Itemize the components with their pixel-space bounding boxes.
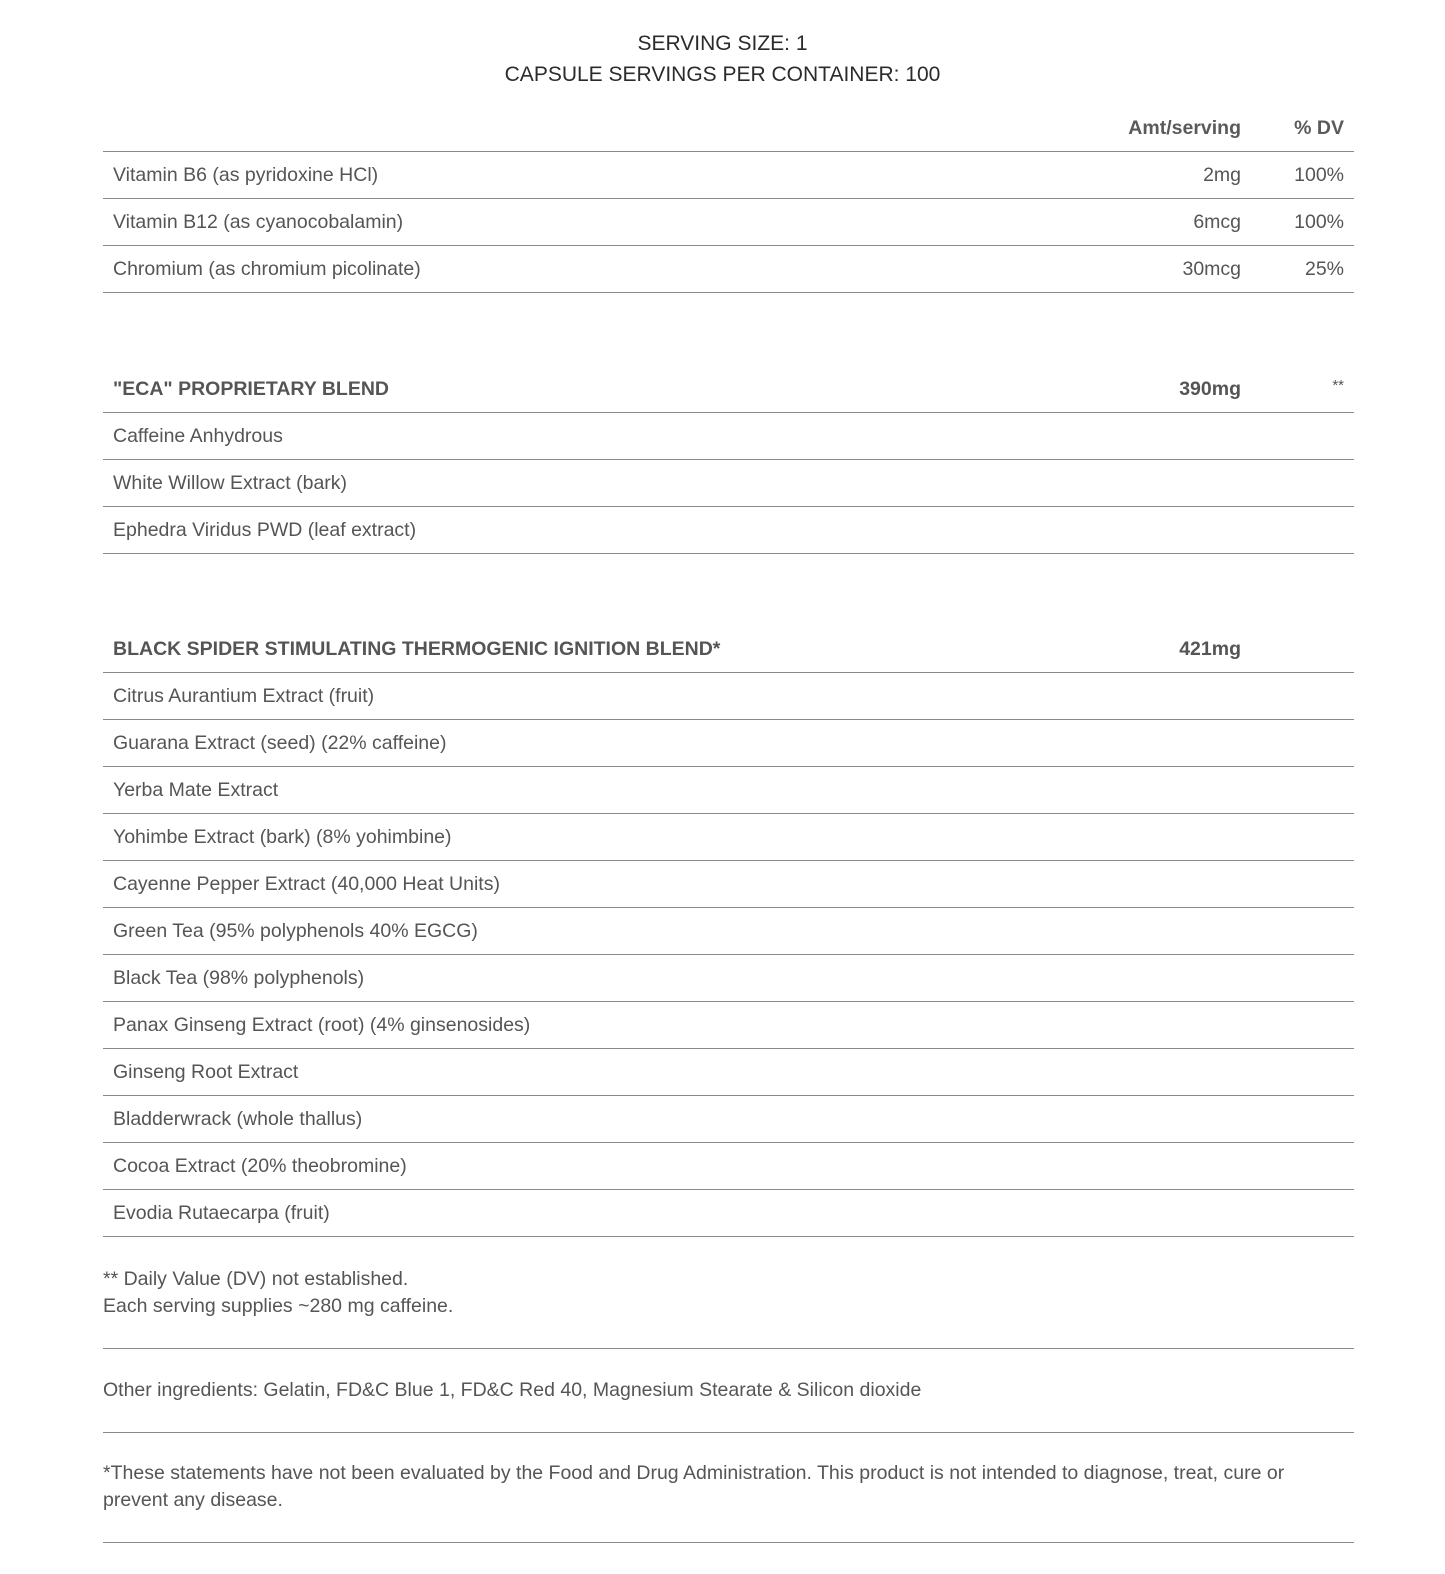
servings-per-container: CAPSULE SERVINGS PER CONTAINER: 100 <box>504 63 941 86</box>
nutrient-name: Vitamin B6 (as pyridoxine HCl) <box>113 163 379 186</box>
nutrient-dv: 25% <box>1304 257 1344 280</box>
table-row <box>103 767 1354 814</box>
spider-blend-table <box>103 626 1354 1237</box>
table-row <box>103 507 1354 554</box>
ingredient-name: Yohimbe Extract (bark) (8% yohimbine) <box>113 825 452 848</box>
ingredient-name: Guarana Extract (seed) (22% caffeine) <box>113 731 447 754</box>
ingredient-name: Cocoa Extract (20% theobromine) <box>113 1154 407 1177</box>
blend-dv: ** <box>1332 376 1344 394</box>
table-row <box>103 460 1354 507</box>
nutrient-dv: 100% <box>1294 210 1344 233</box>
ingredient-name: Citrus Aurantium Extract (fruit) <box>113 684 375 707</box>
serving-size: SERVING SIZE: 1 <box>637 32 808 55</box>
table-row <box>103 1049 1354 1096</box>
table-row <box>103 814 1354 861</box>
ingredient-name: Caffeine Anhydrous <box>113 424 283 447</box>
nutrient-name: Chromium (as chromium picolinate) <box>113 257 421 280</box>
blend-header-row <box>103 626 1354 673</box>
fda-disclaimer: *These statements have not been evaluated by the Food and Drug Administration. This product is not intended to diagnose, treat, cure or prevent any disease. <box>103 1462 1285 1511</box>
ingredient-name: White Willow Extract (bark) <box>113 471 348 494</box>
ingredient-name: Evodia Rutaecarpa (fruit) <box>113 1201 330 1224</box>
table-row <box>103 720 1354 767</box>
table-row <box>103 861 1354 908</box>
blend-amount: 390mg <box>1179 377 1241 400</box>
divider <box>103 1542 1354 1543</box>
table-header-row <box>103 105 1354 152</box>
divider <box>103 1432 1354 1433</box>
table-row <box>103 955 1354 1002</box>
divider <box>103 1348 1354 1349</box>
other-ingredients: Other ingredients: Gelatin, FD&C Blue 1, FD&C Red 40, Magnesium Stearate & Silicon dioxide <box>103 1379 922 1401</box>
table-row <box>103 199 1354 246</box>
table-row <box>103 1002 1354 1049</box>
table-row <box>103 673 1354 720</box>
ingredient-name: Black Tea (98% polyphenols) <box>113 966 365 989</box>
table-row <box>103 413 1354 460</box>
dv-footnote: ** Daily Value (DV) not established. <box>103 1268 409 1290</box>
ingredient-name: Cayenne Pepper Extract (40,000 Heat Units) <box>113 872 500 895</box>
table-row <box>103 1143 1354 1190</box>
ingredient-name: Ephedra Viridus PWD (leaf extract) <box>113 518 417 541</box>
ingredient-name: Bladderwrack (whole thallus) <box>113 1107 363 1130</box>
ingredient-name: Green Tea (95% polyphenols 40% EGCG) <box>113 919 478 942</box>
ingredient-name: Yerba Mate Extract <box>113 778 279 801</box>
nutrient-dv: 100% <box>1294 163 1344 186</box>
table-row <box>103 1190 1354 1237</box>
amt-column-header: Amt/serving <box>1128 116 1241 139</box>
nutrient-amount: 6mcg <box>1193 210 1241 233</box>
table-row <box>103 152 1354 199</box>
nutrient-name: Vitamin B12 (as cyanocobalamin) <box>113 210 404 233</box>
serving-header <box>0 28 1445 90</box>
table-row <box>103 908 1354 955</box>
vitamins-table <box>103 105 1354 293</box>
table-row <box>103 1096 1354 1143</box>
caffeine-footnote: Each serving supplies ~280 mg caffeine. <box>103 1295 454 1317</box>
dv-column-header: % DV <box>1294 116 1344 139</box>
nutrient-amount: 30mcg <box>1182 257 1241 280</box>
table-row <box>103 246 1354 293</box>
blend-title: BLACK SPIDER STIMULATING THERMOGENIC IGNITION BLEND* <box>113 637 721 660</box>
ingredient-name: Panax Ginseng Extract (root) (4% ginsenosides) <box>113 1013 531 1036</box>
nutrient-amount: 2mg <box>1203 163 1241 186</box>
blend-amount: 421mg <box>1179 637 1241 660</box>
blend-header-row <box>103 366 1354 413</box>
blend-title: "ECA" PROPRIETARY BLEND <box>113 377 389 400</box>
ingredient-name: Ginseng Root Extract <box>113 1060 299 1083</box>
footnotes <box>103 1266 1354 1320</box>
eca-blend-table <box>103 366 1354 554</box>
